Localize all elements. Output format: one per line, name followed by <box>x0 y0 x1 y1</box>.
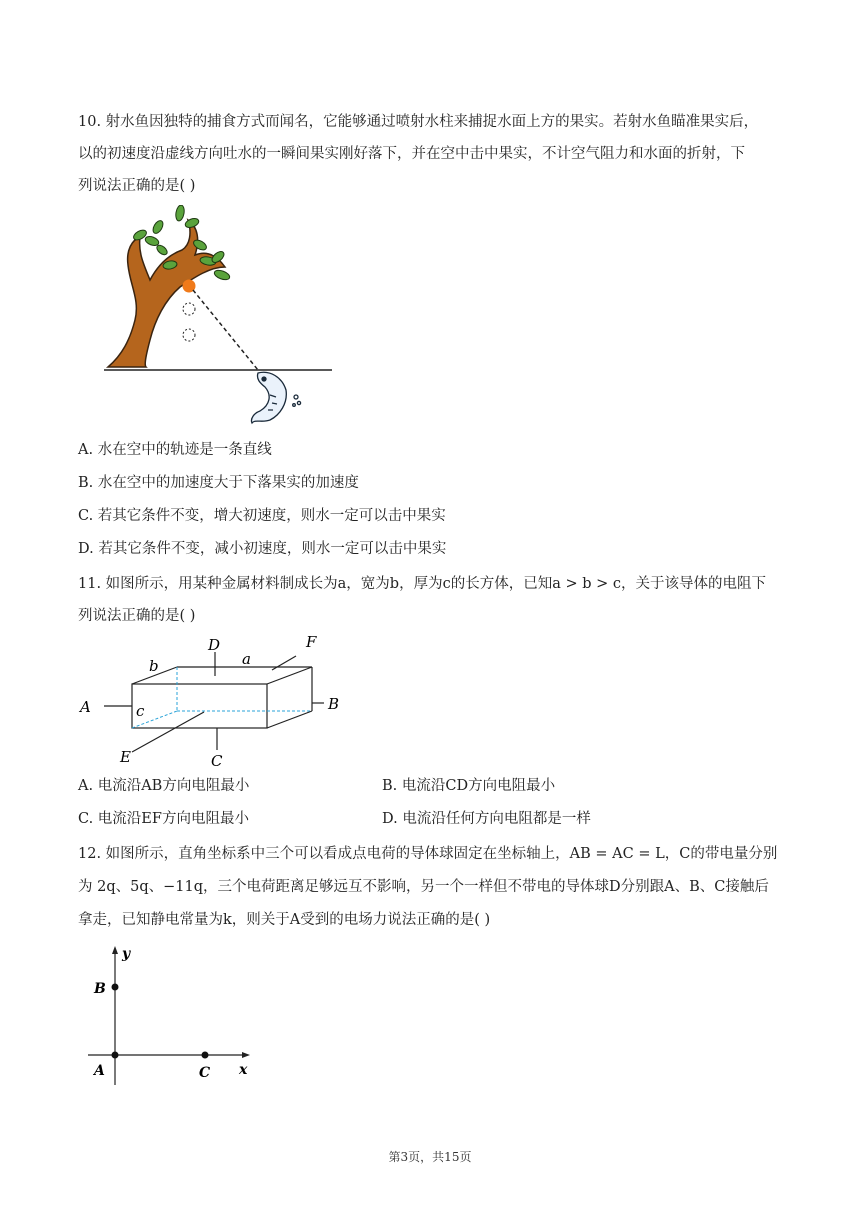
label-a: a <box>242 650 251 668</box>
point-C <box>202 1052 209 1059</box>
q11-cuboid-figure <box>76 632 356 772</box>
aim-dashed-line <box>193 290 258 370</box>
q11-option-d: D. 电流沿任何方向电阻都是一样 <box>382 811 591 827</box>
q10-option-c: C. 若其它条件不变，增大初速度，则水一定可以击中果实 <box>78 508 446 524</box>
q10-line-1: 10. 射水鱼因独特的捕食方式而闻名，它能够通过喷射水柱来捕捉水面上方的果实。若射水鱼瞄准果实后， <box>78 114 759 130</box>
label-F: F <box>306 633 317 651</box>
q10-archerfish-figure <box>100 205 340 430</box>
y-axis-arrow <box>112 946 118 954</box>
label-y: y <box>122 946 131 962</box>
label-A: A <box>80 698 91 716</box>
x-axis-arrow <box>242 1052 250 1058</box>
archerfish <box>251 372 300 423</box>
label-b: b <box>149 657 159 675</box>
q11-line-1: 11. 如图所示，用某种金属材料制成长为a，宽为b，厚为c的长方体，已知a > b > c，关于该导体的电阻下 <box>78 576 766 592</box>
q10-option-a: A. 水在空中的轨迹是一条直线 <box>78 442 272 458</box>
cuboid-front-face <box>132 684 267 728</box>
label-x: x <box>239 1062 248 1078</box>
q11-option-c: C. 电流沿EF方向电阻最小 <box>78 811 249 827</box>
q10-line-2: 以的初速度沿虚线方向吐水的一瞬间果实刚好落下，并在空中击中果实，不计空气阻力和水面的折射，下 <box>78 146 745 162</box>
label-B: B <box>328 695 340 713</box>
label-C: C <box>211 752 223 770</box>
label-c: c <box>136 702 145 720</box>
point-B <box>112 984 119 991</box>
q12-line-3: 拿走，已知静电常量为k，则关于A受到的电场力说法正确的是( ) <box>78 912 491 928</box>
page-footer: 第3页，共15页 <box>388 1150 472 1164</box>
label-E: E <box>120 748 131 766</box>
q10-option-d: D. 若其它条件不变，减小初速度，则水一定可以击中果实 <box>78 541 447 557</box>
q12-line-2: 为 2q、5q、−11q，三个电荷距离足够远互不影响，另一个一样但不带电的导体球D分别跟A、B、C接触后 <box>78 879 769 895</box>
q10-option-b: B. 水在空中的加速度大于下落果实的加速度 <box>78 475 359 491</box>
point-A <box>112 1052 119 1059</box>
q11-option-b: B. 电流沿CD方向电阻最小 <box>382 778 556 794</box>
q12-coordinate-figure <box>84 940 264 1090</box>
fruit-position-1 <box>183 303 195 315</box>
label-B: B <box>94 981 106 997</box>
label-A: A <box>94 1063 105 1079</box>
q10-line-3: 列说法正确的是( ) <box>78 178 196 194</box>
q11-line-2: 列说法正确的是( ) <box>78 608 196 624</box>
q12-line-1: 12. 如图所示，直角坐标系中三个可以看成点电荷的导体球固定在坐标轴上，AB = AC = L，C的带电量分别 <box>78 846 778 862</box>
label-C: C <box>199 1065 211 1081</box>
fruit-position-2 <box>183 329 195 341</box>
q11-option-a: A. 电流沿AB方向电阻最小 <box>78 778 250 794</box>
tree-trunk <box>108 220 225 367</box>
label-D: D <box>208 636 221 654</box>
